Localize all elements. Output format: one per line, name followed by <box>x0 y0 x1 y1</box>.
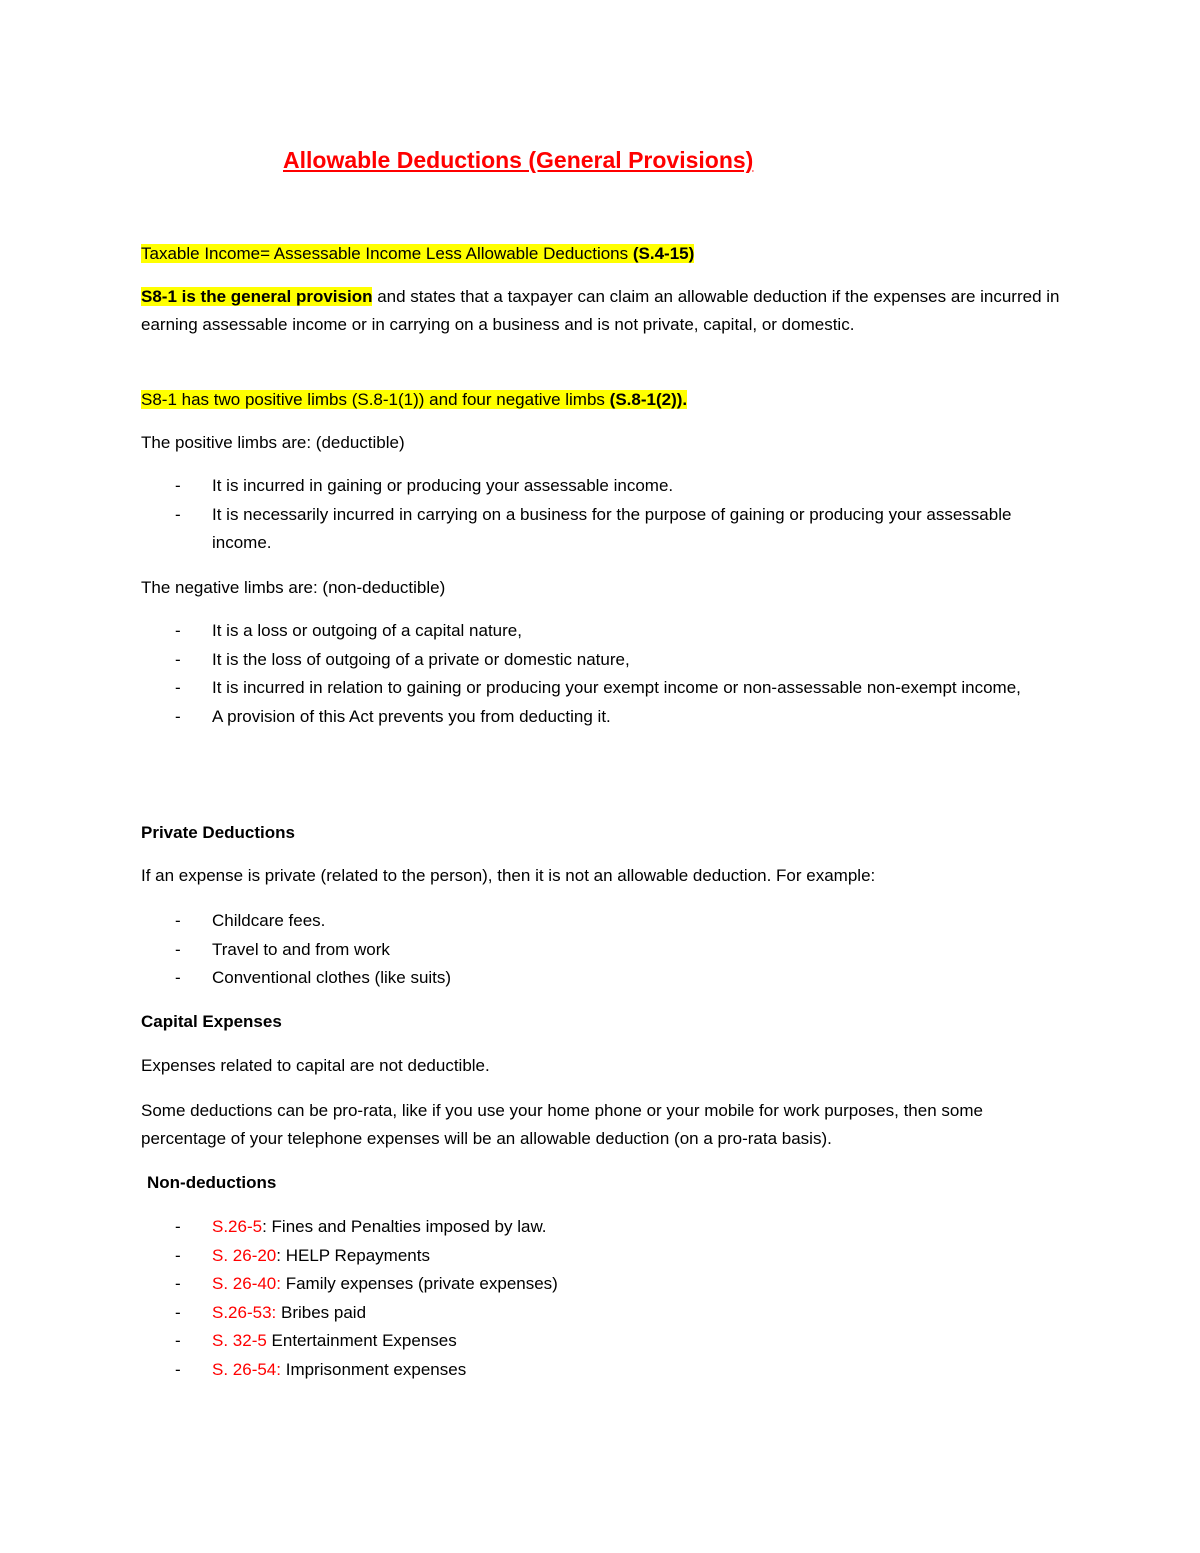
list-item <box>141 1327 1061 1356</box>
list-item-text: Bribes paid <box>276 1302 367 1322</box>
list-item-text: Travel to and from work <box>212 939 390 959</box>
dash-bullet: - <box>175 649 181 669</box>
list-item <box>141 907 1061 936</box>
section-code: S. 26-40: <box>212 1274 281 1293</box>
section-code: S. 26-20 <box>212 1245 277 1265</box>
list-item <box>141 646 1061 675</box>
list-item-text: It is a loss or outgoing of a capital nature, <box>212 621 522 640</box>
general-provision-paragraph <box>141 283 1061 339</box>
dash-bullet: - <box>175 476 181 495</box>
page-title: Allowable Deductions (General Provisions) <box>283 147 754 173</box>
capital-expenses-heading: Capital Expenses <box>141 1012 282 1031</box>
list-item <box>141 964 1061 993</box>
non-deductions-heading: Non-deductions <box>147 1173 277 1192</box>
list-item-text: Entertainment Expenses <box>266 1331 457 1350</box>
list-item <box>141 617 1061 646</box>
dash-bullet: - <box>175 939 181 959</box>
list-item <box>141 472 1061 501</box>
list-item-text: It is the loss of outgoing of a private or domestic nature, <box>212 649 630 669</box>
list-item-text: It is necessarily incurred in carrying on a business for the purpose of gaining or producing your assessable income. <box>212 504 1012 552</box>
formula-ref: (S.4-15) <box>632 244 695 263</box>
list-item <box>141 1356 1061 1385</box>
list-item <box>141 674 1061 703</box>
limbs-summary-ref: (S.8-1(2)). <box>609 390 688 409</box>
non-deductions-list <box>141 1213 1061 1384</box>
list-item <box>141 703 1061 732</box>
negative-limbs-list <box>141 617 1061 731</box>
list-item-text: Conventional clothes (like suits) <box>212 968 452 987</box>
dash-bullet: - <box>175 1245 181 1265</box>
negative-limbs-intro: The negative limbs are: (non-deductible) <box>141 578 446 597</box>
private-deductions-list <box>141 907 1061 993</box>
dash-bullet: - <box>175 621 181 640</box>
dash-bullet: - <box>175 1302 181 1322</box>
list-item-text: It is incurred in gaining or producing your assessable income. <box>212 476 674 495</box>
list-item-text: Family expenses (private expenses) <box>281 1274 558 1293</box>
list-item-text: : Fines and Penalties imposed by law. <box>262 1217 547 1236</box>
dash-bullet: - <box>175 1217 181 1236</box>
positive-limbs-list <box>141 472 1061 558</box>
dash-bullet: - <box>175 678 181 697</box>
list-item <box>141 501 1061 558</box>
section-code: S.26-53: <box>212 1302 277 1322</box>
section-code: S.26-5 <box>212 1217 263 1236</box>
list-item <box>141 1213 1061 1242</box>
dash-bullet: - <box>175 1359 181 1379</box>
dash-bullet: - <box>175 1331 181 1350</box>
formula-line <box>141 240 1061 268</box>
list-item-text: Imprisonment expenses <box>281 1359 467 1379</box>
list-item <box>141 1270 1061 1299</box>
section-code: S. 26-54: <box>212 1359 281 1379</box>
positive-limbs-intro: The positive limbs are: (deductible) <box>141 433 405 452</box>
formula-text: Taxable Income= Assessable Income Less Allowable Deductions <box>141 244 633 263</box>
list-item-text: It is incurred in relation to gaining or producing your exempt income or non-assessable non-exempt income, <box>212 678 1021 697</box>
list-item-text: A provision of this Act prevents you from deducting it. <box>212 706 611 726</box>
private-deductions-heading: Private Deductions <box>141 823 295 842</box>
private-deductions-intro: If an expense is private (related to the person), then it is not an allowable deduction. For example: <box>141 866 876 885</box>
capital-expenses-paragraph: Expenses related to capital are not deductible. <box>141 1056 490 1075</box>
pro-rata-paragraph: Some deductions can be pro-rata, like if you use your home phone or your mobile for work purposes, then some percentage of your telephone expenses will be an allowable deduction (on a pro-rata basis). <box>141 1101 983 1148</box>
general-provision-label: S8-1 is the general provision <box>141 287 373 306</box>
list-item <box>141 1299 1061 1328</box>
list-item-text: Childcare fees. <box>212 911 326 930</box>
dash-bullet: - <box>175 911 181 930</box>
list-item <box>141 936 1061 965</box>
dash-bullet: - <box>175 706 181 726</box>
dash-bullet: - <box>175 504 181 524</box>
dash-bullet: - <box>175 1274 181 1293</box>
dash-bullet: - <box>175 968 181 987</box>
list-item <box>141 1242 1061 1271</box>
general-provision-text: and states that a taxpayer can claim an allowable deduction if the expenses are incurred in earning assessable income or in carrying on a business and is not private, capital, or domestic. <box>141 287 1060 334</box>
limbs-summary <box>141 386 1061 414</box>
section-code: S. 32-5 <box>212 1331 267 1350</box>
list-item-text: : HELP Repayments <box>276 1245 430 1265</box>
limbs-summary-text: S8-1 has two positive limbs (S.8-1(1)) and four negative limbs <box>141 390 610 409</box>
